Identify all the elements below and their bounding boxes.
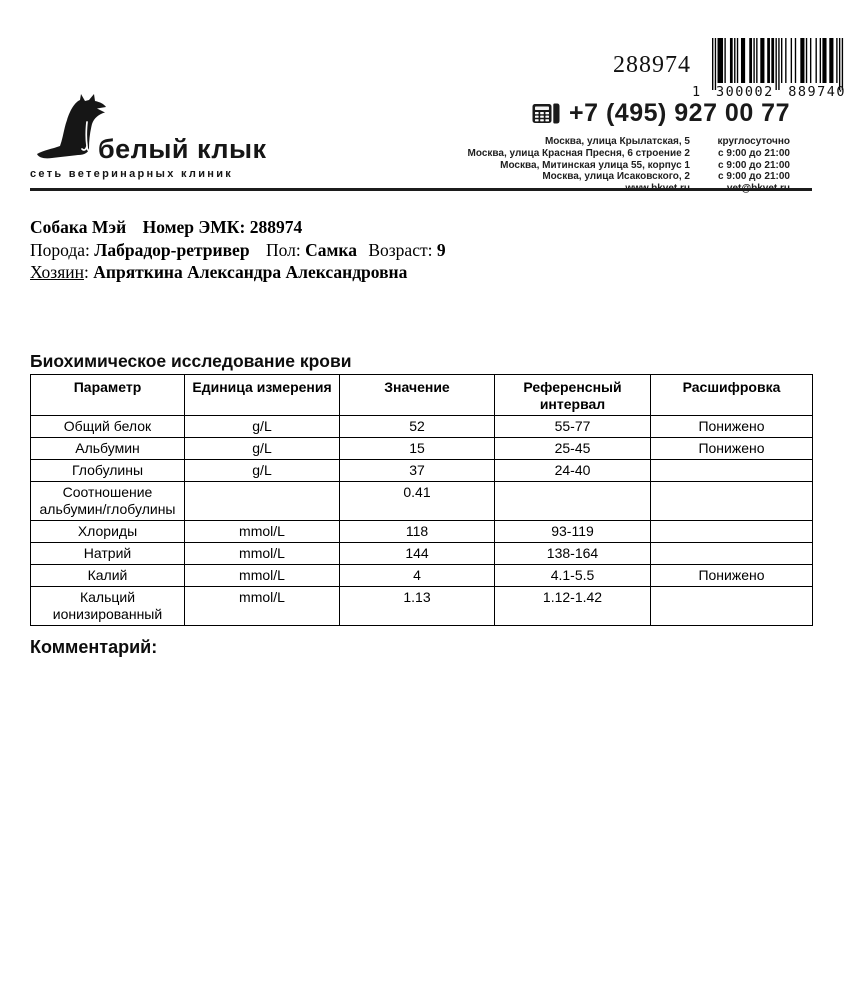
age-value: 9	[436, 239, 446, 260]
location-hours: с 9:00 до 21:00	[718, 159, 790, 171]
cell-param: Глобулины	[31, 460, 185, 482]
cell-value: 37	[340, 460, 495, 482]
age-label: Возраст:	[368, 239, 433, 260]
locations-grid	[468, 136, 790, 195]
cell-interp	[651, 482, 813, 521]
column-header: Единица измерения	[185, 375, 340, 416]
phone-number: +7 (495) 927 00 77	[569, 99, 790, 127]
patient-owner-line	[30, 261, 446, 284]
location-address: Москва, улица Исаковского, 2	[542, 171, 690, 183]
cell-unit: g/L	[185, 460, 340, 482]
location-address: Москва, улица Крылатская, 5	[544, 136, 690, 147]
emk-label: Номер ЭМК:	[142, 217, 246, 237]
cell-interp	[651, 460, 813, 482]
cell-param: Кальций ионизированный	[31, 587, 185, 626]
email-link: vet@bkvet.ru	[726, 183, 790, 195]
table-row	[31, 565, 813, 587]
cell-ref: 25-45	[495, 438, 651, 460]
header-divider	[30, 188, 812, 191]
results-table	[30, 374, 813, 626]
barcode-digit-group: 300002	[716, 84, 774, 100]
brand-tagline: сеть ветеринарных клиник	[30, 168, 234, 180]
cell-param: Калий	[31, 565, 185, 587]
cell-param: Натрий	[31, 543, 185, 565]
barcode-digit-group: 1	[692, 84, 702, 100]
cell-ref: 4.1-5.5	[495, 565, 651, 587]
cell-interp	[651, 521, 813, 543]
phone-row	[532, 99, 790, 128]
results-tbody	[31, 416, 813, 626]
cell-param: Альбумин	[31, 438, 185, 460]
cell-param: Хлориды	[31, 521, 185, 543]
cell-interp	[651, 587, 813, 626]
column-header: Параметр	[31, 375, 185, 416]
barcode-digits	[692, 84, 846, 100]
cell-value: 1.13	[340, 587, 495, 626]
cell-unit: g/L	[185, 416, 340, 438]
cell-unit: mmol/L	[185, 587, 340, 626]
emk-number: 288974	[249, 217, 303, 237]
sex-value: Самка	[305, 239, 357, 260]
brand-name: белый клык	[98, 134, 267, 164]
location-address: Москва, Митинская улица 55, корпус 1	[500, 159, 690, 171]
patient-title-line	[30, 216, 446, 239]
cell-value: 4	[340, 565, 495, 587]
patient-name: Собака Мэй	[30, 217, 127, 237]
cell-unit: mmol/L	[185, 543, 340, 565]
cell-ref: 93-119	[495, 521, 651, 543]
cell-ref: 1.12-1.42	[495, 587, 651, 626]
cell-ref: 55-77	[495, 416, 651, 438]
table-row	[31, 416, 813, 438]
cell-ref: 24-40	[495, 460, 651, 482]
location-hours: с 9:00 до 21:00	[718, 171, 790, 183]
cell-unit: g/L	[185, 438, 340, 460]
cell-interp	[651, 543, 813, 565]
owner-name: Апряткина Александра Александровна	[93, 262, 408, 282]
cell-interp: Понижено	[651, 438, 813, 460]
cell-unit: mmol/L	[185, 521, 340, 543]
cell-value: 15	[340, 438, 495, 460]
cell-unit	[185, 482, 340, 521]
cell-unit: mmol/L	[185, 565, 340, 587]
sex-label: Пол:	[265, 239, 301, 260]
barcode-digit-group: 889740	[788, 84, 846, 100]
cell-value: 144	[340, 543, 495, 565]
cell-interp: Понижено	[651, 565, 813, 587]
location-hours: с 9:00 до 21:00	[718, 147, 790, 159]
patient-breed-line	[30, 239, 446, 262]
table-row	[31, 587, 813, 626]
location-hours: круглосуточно	[717, 136, 790, 147]
location-address: Москва, улица Красная Пресня, 6 строение 2	[467, 147, 690, 159]
patient-info	[30, 216, 446, 284]
comment-label: Комментарий:	[30, 637, 158, 657]
cell-value: 118	[340, 521, 495, 543]
barcode-bars-icon	[712, 38, 844, 90]
clinic-logo	[28, 92, 288, 188]
report-title: Биохимическое исследование крови	[30, 351, 352, 371]
table-header-row	[31, 375, 813, 416]
document-number: 288974	[613, 52, 691, 78]
table-row	[31, 460, 813, 482]
phone-icon	[532, 102, 560, 125]
column-header: Значение	[340, 375, 495, 416]
cell-interp: Понижено	[651, 416, 813, 438]
barcode	[712, 38, 844, 90]
owner-label: Хозяин	[30, 262, 84, 282]
cell-value: 52	[340, 416, 495, 438]
table-row	[31, 482, 813, 521]
table-row	[31, 543, 813, 565]
column-header: Референсный интервал	[495, 375, 651, 416]
table-row	[31, 438, 813, 460]
column-header: Расшифровка	[651, 375, 813, 416]
owner-separator: :	[83, 262, 89, 282]
cell-param: Соотношение альбумин/глобулины	[31, 482, 185, 521]
table-row	[31, 521, 813, 543]
breed-value: Лабрадор-ретривер	[94, 239, 250, 260]
breed-label: Порода:	[30, 239, 90, 260]
cell-param: Общий белок	[31, 416, 185, 438]
cell-ref: 138-164	[495, 543, 651, 565]
cell-value: 0.41	[340, 482, 495, 521]
website-link: www.bkvet.ru	[625, 183, 690, 195]
cell-ref	[495, 482, 651, 521]
